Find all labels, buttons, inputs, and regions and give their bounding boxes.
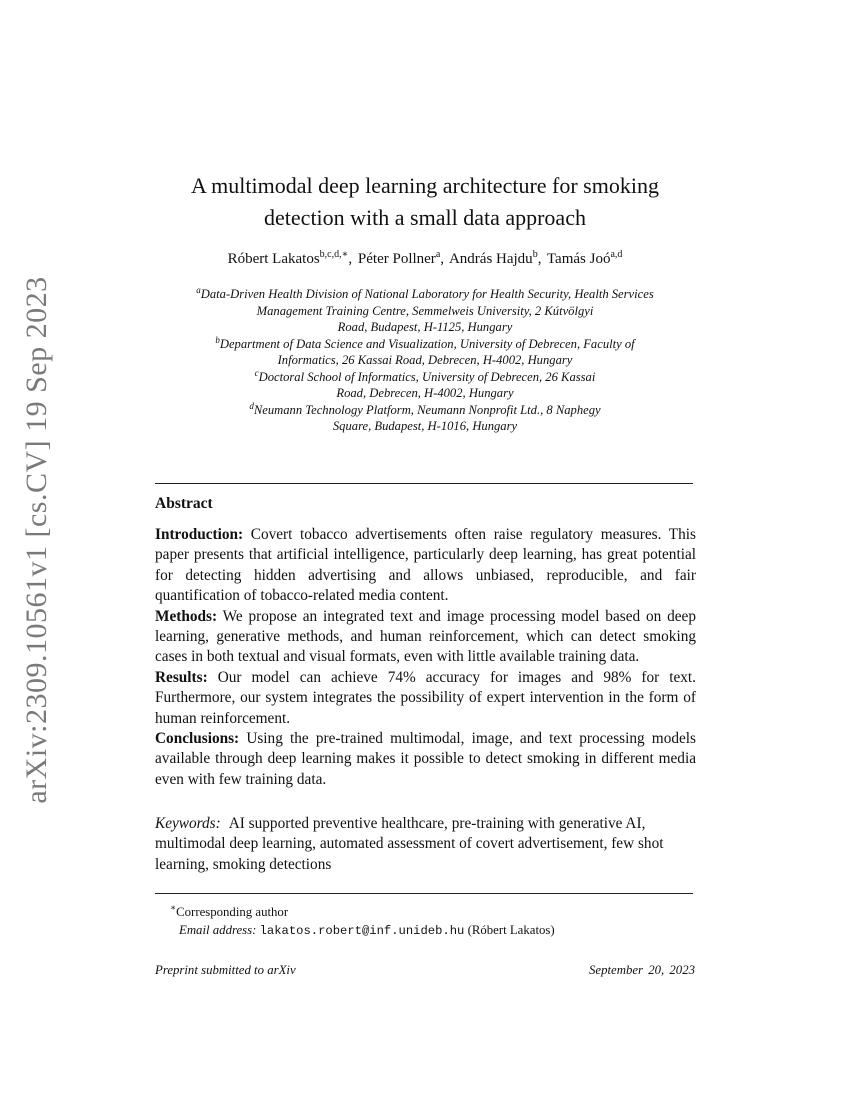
section-text: Using the pre-trained multimodal, image, and text processing models available through deep learning makes it possible to detect smoking in different media even with few training data.: [155, 730, 696, 788]
section-text: Covert tobacco advertisements often raise regulatory measures. This paper presents that artificial intelligence, particularly deep learning, has great potential for detecting hidden advertising and allows unbiased, reproducible, and fair quantification of tobacco-related media content.: [155, 526, 696, 605]
author-0: [228, 251, 349, 267]
keywords-label: Keywords:: [155, 815, 221, 832]
arxiv-identifier: arXiv:2309.10561v1 [cs.CV] 19 Sep 2023: [20, 276, 53, 804]
author-affil-mark: a: [435, 249, 441, 260]
keywords-text: AI supported preventive healthcare, pre-training with generative AI, multimodal deep learning, automated assessment of covert advertisement, few shot learning, smoking detections: [155, 815, 664, 873]
email-line: [170, 921, 555, 940]
abstract-body: [155, 525, 696, 790]
section-label: Introduction:: [155, 526, 244, 543]
footnote-mark: ∗: [170, 902, 177, 913]
footer-date: September 20, 2023: [588, 963, 695, 977]
abstract-results: [155, 668, 696, 729]
author-3: [547, 251, 622, 267]
affiliation-c: [150, 369, 700, 386]
section-text: We propose an integrated text and image processing model based on deep learning, generative methods, and human reinforcement, which can detect smoking cases in both textual and visual formats, even with little available training data.: [155, 607, 696, 666]
affiliation-line: Neumann Technology Platform, Neumann Nonprofit Ltd., 8 Naphegy: [253, 402, 601, 417]
abstract-top-rule: [155, 483, 693, 484]
affiliation-d: [150, 402, 700, 419]
footnote: [170, 903, 555, 940]
paper-title: A multimodal deep learning architecture for smoking detection with a small data approach: [191, 173, 659, 230]
email-owner: (Róbert Lakatos): [467, 923, 555, 937]
email-address-link[interactable]: lakatos.robert@inf.unideb.hu: [259, 924, 465, 938]
affiliation-line: Road, Budapest, H-1125, Hungary: [337, 320, 513, 334]
email-label: Email address:: [179, 923, 257, 937]
footnote-rule: [155, 893, 693, 894]
abstract-introduction: [155, 525, 696, 607]
affiliation-line: Informatics, 26 Kassai Road, Debrecen, H-4002, Hungary: [277, 353, 573, 367]
affiliation-mark: a: [196, 284, 201, 295]
affiliation-mark: c: [254, 367, 259, 378]
author-affil-mark: a,d: [610, 249, 623, 260]
abstract-conclusions: [155, 729, 696, 790]
author-2: [449, 251, 538, 267]
author-name: Tamás Joó: [546, 251, 611, 267]
author-name: Róbert Lakatos: [227, 251, 320, 267]
affiliation-mark: d: [249, 400, 254, 411]
author-affil-mark: b: [532, 249, 538, 260]
affiliation-b: [150, 336, 700, 353]
section-label: Methods:: [155, 607, 218, 625]
affiliation-line: Square, Budapest, H-1016, Hungary: [332, 419, 518, 433]
author-name: András Hajdu: [448, 251, 533, 267]
abstract-methods: [155, 607, 696, 668]
affiliation-line: Department of Data Science and Visualization, University of Debrecen, Faculty of: [219, 336, 635, 351]
corresponding-author-note: [170, 903, 555, 921]
affiliation-list: [150, 286, 700, 435]
abstract-heading: Abstract: [155, 495, 213, 512]
author-list: Róbert Lakatos$^{b,c,d,∗}$, Péter Pollner$^a$, András Hajdu$^b$, Tamás Joó$^{a,d}$: [227, 249, 623, 267]
author-affil-mark: b,c,d,∗: [319, 249, 349, 260]
affiliation-line: Doctoral School of Informatics, University of Debrecen, 26 Kassai: [258, 369, 596, 384]
affiliation-line: Management Training Centre, Semmelweis University, 2 Kútvölgyi: [256, 303, 594, 318]
author-name: Péter Pollner: [357, 251, 436, 267]
corresponding-label: Corresponding author: [176, 905, 289, 919]
affiliation-line: Data-Driven Health Division of National Laboratory for Health Security, Health Services: [200, 287, 654, 301]
keywords: [155, 814, 696, 875]
section-text: Our model can achieve 74% accuracy for images and 98% for text. Furthermore, our system integrates the possibility of expert intervention in the form of human reinforcement.: [155, 668, 696, 727]
affiliation-mark: b: [215, 334, 220, 345]
section-label: Conclusions:: [155, 730, 240, 748]
preprint-note: Preprint submitted to arXiv: [155, 963, 296, 977]
affiliation-line: Road, Debrecen, H-4002, Hungary: [336, 386, 514, 400]
section-label: Results:: [155, 668, 208, 686]
author-1: [358, 251, 440, 267]
affiliation-a: [150, 286, 700, 303]
